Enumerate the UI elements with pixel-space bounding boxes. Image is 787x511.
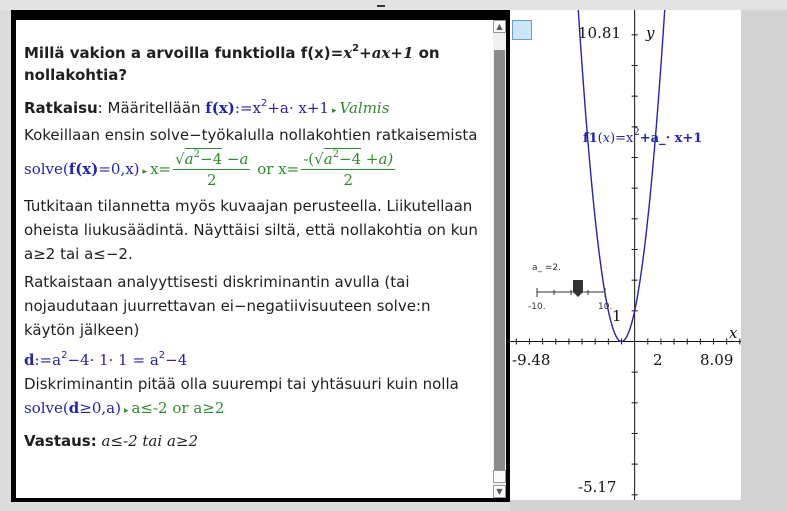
question-rest: +ax+1 <box>359 44 414 62</box>
graph-canvas[interactable] <box>510 10 741 500</box>
solve1-line: solve(f(x)=0,x) ▸ x= $\frac{√a^2-4 -a}{2}$ or x= $\frac{-(√a^2-4 +a)}{2}$ <box>24 149 394 189</box>
solve1-xeq1: x= <box>150 160 172 178</box>
solve1-arg[interactable]: f(x) <box>68 160 99 178</box>
scrollbar-thumb[interactable] <box>494 50 505 475</box>
notes-panel <box>11 10 510 502</box>
notes-page[interactable] <box>16 20 493 498</box>
y-max-label[interactable]: 10.81 <box>578 24 621 42</box>
slider-max-label: 10. <box>598 302 613 312</box>
ratkaisu-text: : Määritellään <box>97 99 206 117</box>
x-axis-label: x <box>729 324 738 342</box>
notes-scrollbar[interactable] <box>493 20 506 498</box>
disc-tail[interactable]: −4 <box>165 351 188 369</box>
notes-content <box>24 42 486 453</box>
graph-panel[interactable] <box>510 10 741 500</box>
solve2-cmd[interactable]: solve <box>24 399 63 417</box>
bottom-background <box>510 500 741 511</box>
def-lhs[interactable]: f(x) <box>205 99 235 117</box>
done-result: Valmis <box>339 99 390 117</box>
a-slider <box>537 280 605 297</box>
minimize-mark <box>377 5 385 7</box>
solve2-result: a≤-2 or a≥2 <box>131 399 225 417</box>
paragraph-condition: Diskriminantin pitää olla suurempi tai yhtäsuuri kuin nolla <box>24 375 459 393</box>
solve2-line: solve(d≥0,a) ▸ a≤-2 or a≥2 <box>24 399 225 417</box>
paragraph-solve-intro: Kokeillaan ensin solve−työkalulla nollakohtien ratkaisemista <box>24 126 478 144</box>
vastaus-text: a≤-2 tai a≥2 <box>96 432 198 450</box>
def-rest[interactable]: +a· x+1 <box>267 99 329 117</box>
ratkaisu-label: Ratkaisu <box>24 99 98 117</box>
question-prefix: Millä vakion a arvoilla funktiolla f(x)= <box>24 44 344 62</box>
slider-handle <box>573 280 583 297</box>
solve1-fraction-1: $\frac{√a^2-4 -a}{2}$ <box>175 149 249 189</box>
f1-function-label[interactable]: $f1(x)=x^2+a\_\cdot x+1$ <box>583 127 703 146</box>
solve1-arg-rest[interactable]: =0,x) <box>98 160 140 178</box>
disc-mid[interactable]: :=a <box>34 351 62 369</box>
def-mid[interactable]: :=x <box>234 99 261 117</box>
x-min-label[interactable]: -9.48 <box>512 351 551 369</box>
solve1-or: or <box>257 160 274 178</box>
disc-lhs[interactable]: d <box>24 351 35 369</box>
y-axis-label: y <box>646 24 655 42</box>
right-background <box>741 10 787 511</box>
disc-line: $d:=a^2-4\cdot 1\cdot 1 = a^2-4$ <box>24 350 188 369</box>
question-exp: 2 <box>352 43 360 54</box>
def-exp: 2 <box>260 98 268 109</box>
paragraph-graph: Tutkitaan tilannetta myös kuvaajan perusteella. Liikutellaan oheista liukusäädintä. Näyttäisi siltä, että nollakohtia on kun a≥2 tai a≤−2. <box>24 197 478 263</box>
ratkaisu-line <box>24 96 486 123</box>
scroll-up-icon[interactable]: ▲ <box>493 20 506 33</box>
y-min-label[interactable]: -5.17 <box>578 478 617 496</box>
y-tick-label: 1 <box>612 307 622 325</box>
question-suffix: on nollakohtia? <box>24 44 440 84</box>
question-x: x <box>343 44 353 62</box>
paragraph-analytic: Ratkaistaan analyyttisesti diskriminantin avulla (tai nojaudutaan juurrettavan ei−negatiivisuuteen solve:n käytön jälkeen) <box>24 273 431 339</box>
result-arrow-icon: ▸ <box>142 167 148 177</box>
question-text <box>24 42 486 86</box>
scroll-bottom-button[interactable] <box>493 470 506 483</box>
solve1-cmd[interactable]: solve <box>24 160 63 178</box>
vastaus-line <box>24 429 486 453</box>
x-max-label[interactable]: 8.09 <box>700 351 734 369</box>
top-strip <box>0 0 787 10</box>
solve2-rest[interactable]: ≥0,a) <box>79 399 121 417</box>
solve1-fraction-2: $\frac{-(√a^2-4 +a)}{2}$ <box>303 149 394 189</box>
disc-rest[interactable]: −4· 1· 1 = a <box>67 351 159 369</box>
vastaus-label: Vastaus: <box>24 432 97 450</box>
solve1-xeq2: x= <box>278 160 300 178</box>
x-tick-label: 2 <box>653 351 663 369</box>
scroll-down-icon[interactable]: ▼ <box>493 485 506 498</box>
result-arrow-icon: ▸ <box>331 106 337 116</box>
solve2-arg[interactable]: d <box>68 399 80 417</box>
result-arrow-icon: ▸ <box>123 406 129 416</box>
slider-min-label: -10. <box>528 302 546 312</box>
slider-label: a_ =2. <box>532 263 562 273</box>
graph-cursor-icon[interactable] <box>512 20 532 40</box>
